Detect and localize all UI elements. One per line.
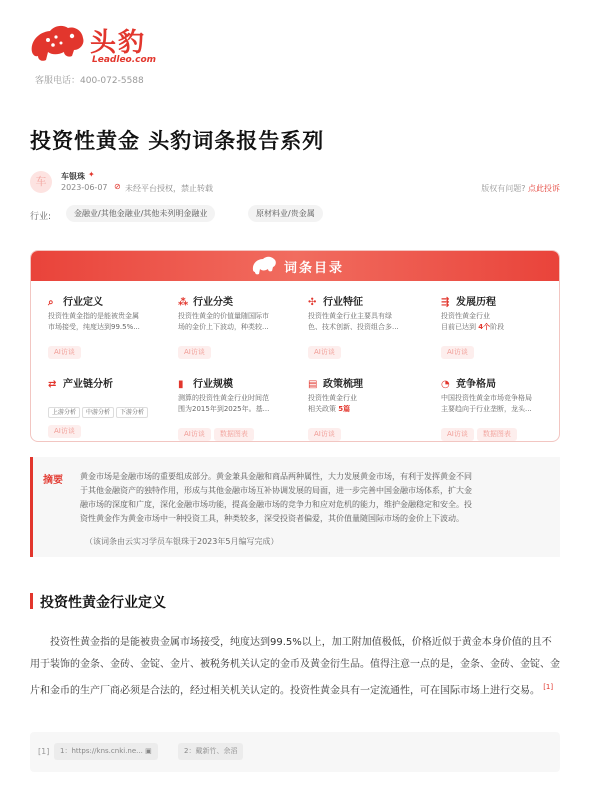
catalog-item-desc <box>48 311 173 333</box>
ai-interview-button[interactable]: AI访谈 <box>308 346 341 359</box>
reference-mark[interactable]: [1] <box>543 683 554 691</box>
feature-icon: ✣ <box>308 297 317 308</box>
catalog-desc-text: 相关政策 <box>308 405 339 413</box>
catalog-item-label: 行业定义 <box>63 297 103 308</box>
catalog-item[interactable] <box>308 375 433 438</box>
catalog-item-title <box>308 293 433 307</box>
catalog-item[interactable] <box>441 375 560 438</box>
catalog-item[interactable] <box>178 375 303 438</box>
top-faint-text <box>0 0 600 8</box>
catalog-actions <box>178 421 303 438</box>
catalog-item-label: 行业特征 <box>323 297 363 308</box>
abstract-line: 黄金市场是金融市场的重要组成部分。黄金兼具金融和商品两种属性，大力发展黄金市场，有利于发挥黄金不同 <box>80 472 472 481</box>
scale-icon: ▮ <box>178 379 184 390</box>
chain-chip[interactable]: 中游分析 <box>82 407 114 418</box>
catalog-desc-line <box>441 322 560 333</box>
industry-label: 行业: <box>30 212 52 222</box>
ai-interview-button[interactable]: AI访谈 <box>48 346 81 359</box>
section-body <box>30 632 560 702</box>
catalog-item[interactable] <box>48 293 173 356</box>
catalog-actions <box>48 418 173 435</box>
catalog-item-desc <box>178 393 303 415</box>
catalog-actions <box>48 339 173 356</box>
abstract-line: 于其他金融资产的独特作用，形成与其他金融市场互补协调发展的局面，进一步完善中国金融市场体系，扩大金 <box>80 486 472 495</box>
catalog-desc-highlight: 4个 <box>478 323 491 331</box>
ai-interview-button[interactable]: AI访谈 <box>308 428 341 441</box>
ai-interview-button[interactable]: AI访谈 <box>441 346 474 359</box>
history-icon: ⇶ <box>441 297 450 308</box>
catalog-item-desc <box>308 393 433 415</box>
catalog-item-title <box>178 293 303 307</box>
catalog-desc-line: 投资性黄金行业 <box>441 312 490 320</box>
data-chart-button[interactable]: 数据图表 <box>214 428 254 441</box>
catalog-desc-text: 阶段 <box>490 323 505 331</box>
author-badge-icon: ✦ <box>88 170 95 179</box>
catalog-desc-line: 中国投资性黄金市场竞争格局 <box>441 394 532 402</box>
catalog-desc-text: 目前已达到 <box>441 323 479 331</box>
ai-interview-button[interactable]: AI访谈 <box>48 425 81 438</box>
reference-index: [1] <box>38 747 50 756</box>
catalog-panel <box>30 250 560 442</box>
industry-tag[interactable]: 原材料业/贵金属 <box>248 205 323 222</box>
catalog-item-title <box>308 375 433 389</box>
chain-icon: ⇄ <box>48 379 57 390</box>
reference-box <box>30 732 560 772</box>
leopard-logo-icon <box>28 22 86 66</box>
catalog-actions <box>308 339 433 356</box>
chain-chip[interactable]: 下游分析 <box>116 407 148 418</box>
service-phone: 客服电话：400-072-5588 <box>35 76 144 86</box>
ai-interview-button[interactable]: AI访谈 <box>441 428 474 441</box>
catalog-item[interactable] <box>48 375 173 435</box>
catalog-item-label: 竞争格局 <box>456 379 496 390</box>
copyright-notice: 未经平台授权，禁止转载 <box>125 184 213 193</box>
catalog-item[interactable] <box>441 293 560 356</box>
competition-icon: ◔ <box>441 379 450 390</box>
catalog-item-label: 发展历程 <box>456 297 496 308</box>
prohibited-icon: ⊘ <box>114 182 121 191</box>
catalog-item-title <box>441 293 560 307</box>
catalog-actions <box>441 339 560 356</box>
logo-en-text: Leadleo.com <box>92 55 157 65</box>
abstract-source: （该词条由云实习学员车银珠于2023年5月编写完成） <box>85 537 279 546</box>
catalog-desc-line: 投资性黄金行业主要具有绿 <box>308 312 392 320</box>
catalog-item[interactable] <box>308 293 433 356</box>
ai-interview-button[interactable]: AI访谈 <box>178 346 211 359</box>
catalog-desc-line: 围为2015年到2025年。基... <box>178 405 270 413</box>
catalog-item-desc <box>178 311 303 333</box>
author-name[interactable]: 车银珠 <box>61 172 85 181</box>
catalog-title <box>31 257 560 276</box>
abstract-label: 摘要 <box>43 475 63 486</box>
catalog-desc-line: 投资性黄金指的是能被贵金属 <box>48 312 139 320</box>
complaint-link[interactable]: 点此投诉 <box>528 184 560 193</box>
catalog-desc-highlight: 5篇 <box>338 405 351 413</box>
catalog-desc-line <box>308 404 433 415</box>
publish-date: 2023-06-07 <box>61 183 108 192</box>
catalog-item-label: 行业分类 <box>193 297 233 308</box>
catalog-item-title <box>178 375 303 389</box>
reference-text: 2：戴新竹、余滔 <box>184 747 238 755</box>
catalog-item-label: 政策梳理 <box>323 379 363 390</box>
catalog-item-desc <box>308 311 433 333</box>
section-marker <box>30 593 33 609</box>
catalog-desc-line: 测算的投资性黄金行业时间范 <box>178 394 269 402</box>
section-title: 投资性黄金行业定义 <box>40 595 166 611</box>
catalog-item-label: 行业规模 <box>193 379 233 390</box>
catalog-actions <box>178 339 303 356</box>
catalog-header <box>31 251 560 281</box>
catalog-item-desc <box>441 311 560 333</box>
catalog-desc-line: 场的金价上下波动，种类较... <box>178 323 269 331</box>
catalog-actions <box>308 421 433 438</box>
policy-icon: ▤ <box>308 379 318 390</box>
page-title: 投资性黄金 头豹词条报告系列 <box>30 129 325 153</box>
abstract-line: 资性黄金作为黄金市场中一种投资工具，种类较多，深受投资者偏爱，其价值量随国际市场的金价上下波动。 <box>80 514 464 523</box>
catalog-desc-line: 投资性黄金行业 <box>308 394 357 402</box>
industry-tag[interactable]: 金融业/其他金融业/其他未列明金融业 <box>66 205 215 222</box>
catalog-item[interactable] <box>178 293 303 356</box>
complaint-question: 版权有问题? <box>481 184 526 193</box>
abstract-text <box>80 470 550 526</box>
data-chart-button[interactable]: 数据图表 <box>477 428 517 441</box>
catalog-actions <box>441 421 560 438</box>
abstract-line: 融市场的深度和广度，深化金融市场功能，提高金融市场的竞争力和应对危机的能力，维护金融稳定和安全。投 <box>80 500 472 509</box>
ai-interview-button[interactable]: AI访谈 <box>178 428 211 441</box>
catalog-desc-line: 投资性黄金的价值量随国际市 <box>178 312 269 320</box>
logo-cn-text: 头豹 <box>90 28 147 58</box>
catalog-title-text: 词条目录 <box>283 261 344 276</box>
catalog-item-title <box>48 375 173 389</box>
abstract-box <box>30 457 560 557</box>
catalog-desc-line: 主要趋向于行业垄断，龙头... <box>441 405 532 413</box>
classification-icon: ⁂ <box>178 297 189 308</box>
catalog-item-desc <box>441 393 560 415</box>
author-avatar[interactable]: 车 <box>30 171 52 193</box>
reference-text: 1：https://kns.cnki.ne... <box>60 747 143 755</box>
definition-icon: ⌕ <box>48 297 54 308</box>
catalog-item-label: 产业链分析 <box>63 379 113 390</box>
complaint-area <box>481 183 560 194</box>
reference-item[interactable] <box>178 743 243 760</box>
reference-item[interactable] <box>54 743 158 760</box>
catalog-item-title <box>441 375 560 389</box>
leadleo-logo[interactable] <box>28 20 158 70</box>
catalog-desc-line: 色、技术创新、投资组合多... <box>308 323 399 331</box>
image-icon: ▣ <box>145 747 152 755</box>
catalog-desc-line: 市场接受，纯度达到99.5%... <box>48 323 140 331</box>
chain-chip[interactable]: 上游分析 <box>48 407 80 418</box>
chain-chips <box>48 399 173 416</box>
section-body-text: 投资性黄金指的是能被贵金属市场接受，纯度达到99.5%以上，加工附加值极低，价格近似于黄金本身价值的且不用于装饰的金条、金砖、金锭、金片、被税务机关认定的金币及黄金衍生品。值得注意一点的是，金条、金砖、金锭、金片和金币的生产厂商必须是合法的，经过相关机关认定的。投资性黄金具有一定流通性，可在国际市场上进行交易。 <box>30 637 560 697</box>
catalog-item-title <box>48 293 173 307</box>
